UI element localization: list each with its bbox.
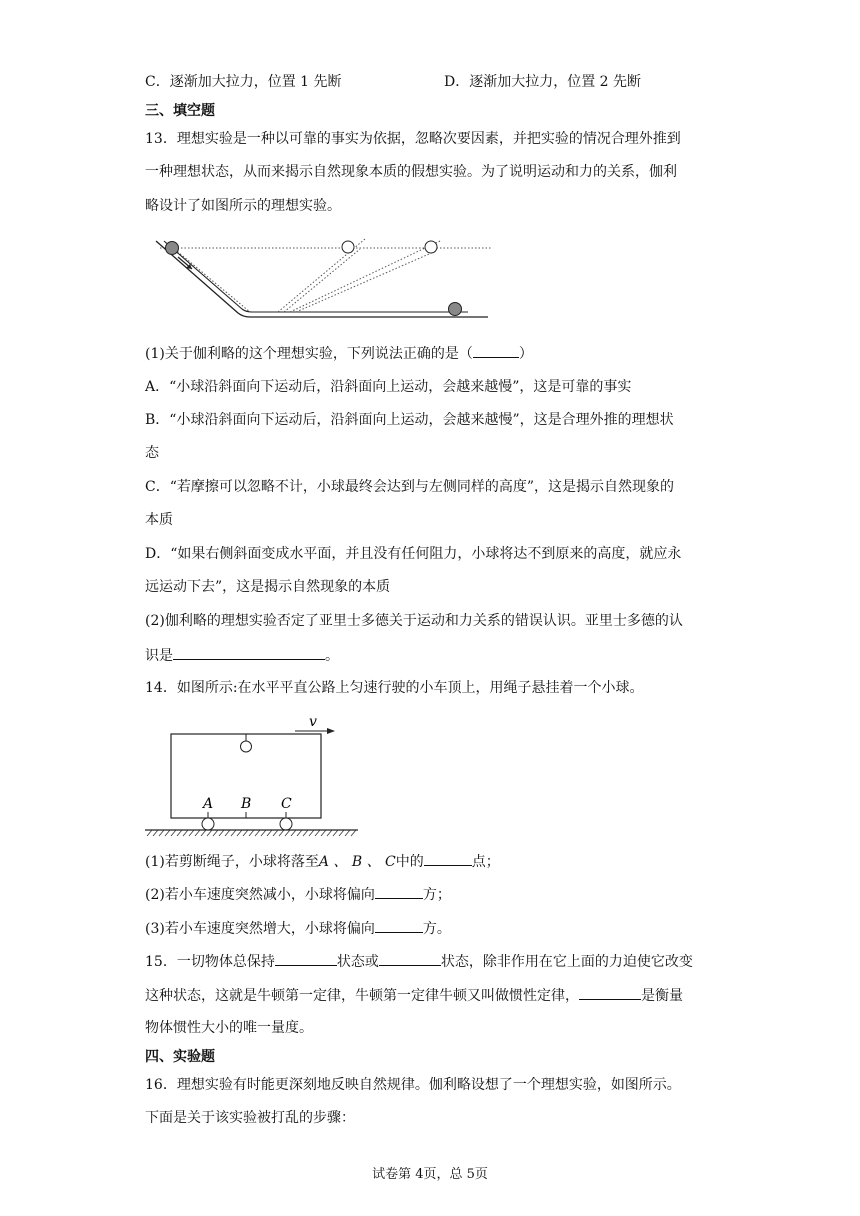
q14-sub1-points: A 、 B 、 C <box>318 854 396 870</box>
q13-sub2-line1: (2)伽利略的理想实验否定了亚里士多德关于运动和力关系的错误认识。亚里士多德的认 <box>145 613 683 629</box>
q13-sub2-line2 <box>145 645 339 666</box>
q16-line2: 下面是关于该实验被打乱的步骤： <box>145 1110 355 1126</box>
q14-sub2-suffix: 方； <box>422 887 451 903</box>
cart-figure <box>145 710 360 838</box>
q12-option-c: C．逐渐加大拉力，位置 1 先断 <box>145 74 342 90</box>
q13-option-b-line1: B．“小球沿斜面向下运动后，沿斜面向上运动，会越来越慢”，这是合理外推的理想状 <box>145 412 674 428</box>
section-title-fill-in: 三、填空题 <box>145 103 215 119</box>
q13-option-c-line2: 本质 <box>145 512 173 528</box>
answer-blank[interactable] <box>424 851 472 866</box>
left-slope-dotted <box>172 247 250 312</box>
q15-line1 <box>145 951 693 972</box>
q14-sub1 <box>145 851 500 872</box>
answer-blank[interactable] <box>579 985 641 1000</box>
point-c-label: C <box>281 796 292 812</box>
ground-hatching <box>147 830 356 836</box>
q13-sub1-suffix: ） <box>518 346 533 362</box>
incline-gentle-2 <box>296 251 436 312</box>
q14-sub3-prefix: (3)若小车速度突然增大，小球将偏向 <box>145 921 375 937</box>
q15-line3: 物体惯性大小的唯一量度。 <box>145 1020 313 1036</box>
q15-line2-b: 是衡量 <box>641 988 683 1004</box>
point-a-label: A <box>203 796 214 812</box>
q13-sub1 <box>145 343 533 364</box>
q13-sub2-prefix: 识是 <box>145 648 173 664</box>
section-title-experiment: 四、实验题 <box>145 1049 215 1065</box>
ramp-track <box>156 241 488 317</box>
ball-position-gentle <box>425 241 437 253</box>
q13-option-a: A．“小球沿斜面向下运动后，沿斜面向上运动，会越来越慢”，这是可靠的事实 <box>145 379 632 395</box>
q14-sub2-prefix: (2)若小车速度突然减小，小球将偏向 <box>145 887 375 903</box>
galileo-ramp-figure <box>150 233 495 325</box>
point-b-label: B <box>241 796 252 812</box>
q14-sub1-prefix: (1)若剪断绳子，小球将落至 <box>145 854 319 870</box>
q14-sub3-suffix: 方。 <box>422 921 451 937</box>
q13-sub2-suffix: 。 <box>325 648 339 664</box>
answer-blank[interactable] <box>275 951 337 966</box>
ball-start <box>166 242 179 255</box>
q16-line1: 16．理想实验有时能更深刻地反映自然规律。伽利略设想了一个理想实验，如图所示。 <box>145 1077 681 1093</box>
q14-sub2 <box>145 884 451 905</box>
hanging-ball <box>241 741 252 752</box>
q13-option-b-line2: 态 <box>145 445 159 461</box>
q13-option-d-line2: 远运动下去”，这是揭示自然现象的本质 <box>145 579 391 595</box>
page-footer: 试卷第 4页，总 5页 <box>372 1167 488 1182</box>
wheel-right <box>280 818 292 830</box>
velocity-arrow-head <box>327 728 335 734</box>
q14-sub1-mid: 中的 <box>395 854 424 870</box>
answer-blank[interactable] <box>473 343 519 358</box>
ball-position-flat <box>449 303 462 316</box>
incline-steep-2 <box>284 249 360 312</box>
q14-stem: 14．如图所示:在水平平直公路上匀速行驶的小车顶上，用绳子悬挂着一个小球。 <box>145 680 644 696</box>
q15-line2-a: 这种状态，这就是牛顿第一定律，牛顿第一定律牛顿又叫做惯性定律， <box>145 988 579 1004</box>
q15-line1-c: 状态，除非作用在它上面的力迫使它改变 <box>440 954 693 970</box>
q13-sub1-prefix: (1)关于伽利略的这个理想实验，下列说法正确的是（ <box>145 346 473 362</box>
wheel-left <box>202 818 214 830</box>
answer-blank[interactable] <box>173 645 325 660</box>
q13-option-c-line1: C．“若摩擦可以忽略不计，小球最终会达到与左侧同样的高度”，这是揭示自然现象的 <box>145 479 675 495</box>
q13-stem-line2: 一种理想状态，从而来揭示自然现象本质的假想实验。为了说明运动和力的关系，伽利 <box>145 164 677 180</box>
velocity-label: v <box>309 714 317 730</box>
ball-position-steep <box>342 241 354 253</box>
q15-line2 <box>145 985 683 1006</box>
q15-line1-a: 15．一切物体总保持 <box>145 954 275 970</box>
q14-sub1-suffix: 点； <box>471 854 500 870</box>
incline-gentle <box>290 241 440 312</box>
q13-stem-line3: 略设计了如图所示的理想实验。 <box>145 198 341 214</box>
ramp-track-inner <box>164 241 468 312</box>
q14-sub3 <box>145 918 451 939</box>
q12-option-d: D．逐渐加大拉力，位置 2 先断 <box>444 74 642 90</box>
q13-stem-line1: 13．理想实验是一种以可靠的事实为依据，忽略次要因素，并把实验的情况合理外推到 <box>145 131 681 147</box>
answer-blank[interactable] <box>375 884 423 899</box>
q13-option-d-line1: D．“如果右侧斜面变成水平面，并且没有任何阻力，小球将达不到原来的高度，就应永 <box>145 546 682 562</box>
answer-blank[interactable] <box>379 951 441 966</box>
answer-blank[interactable] <box>375 918 423 933</box>
q15-line1-b: 状态或 <box>336 954 379 970</box>
